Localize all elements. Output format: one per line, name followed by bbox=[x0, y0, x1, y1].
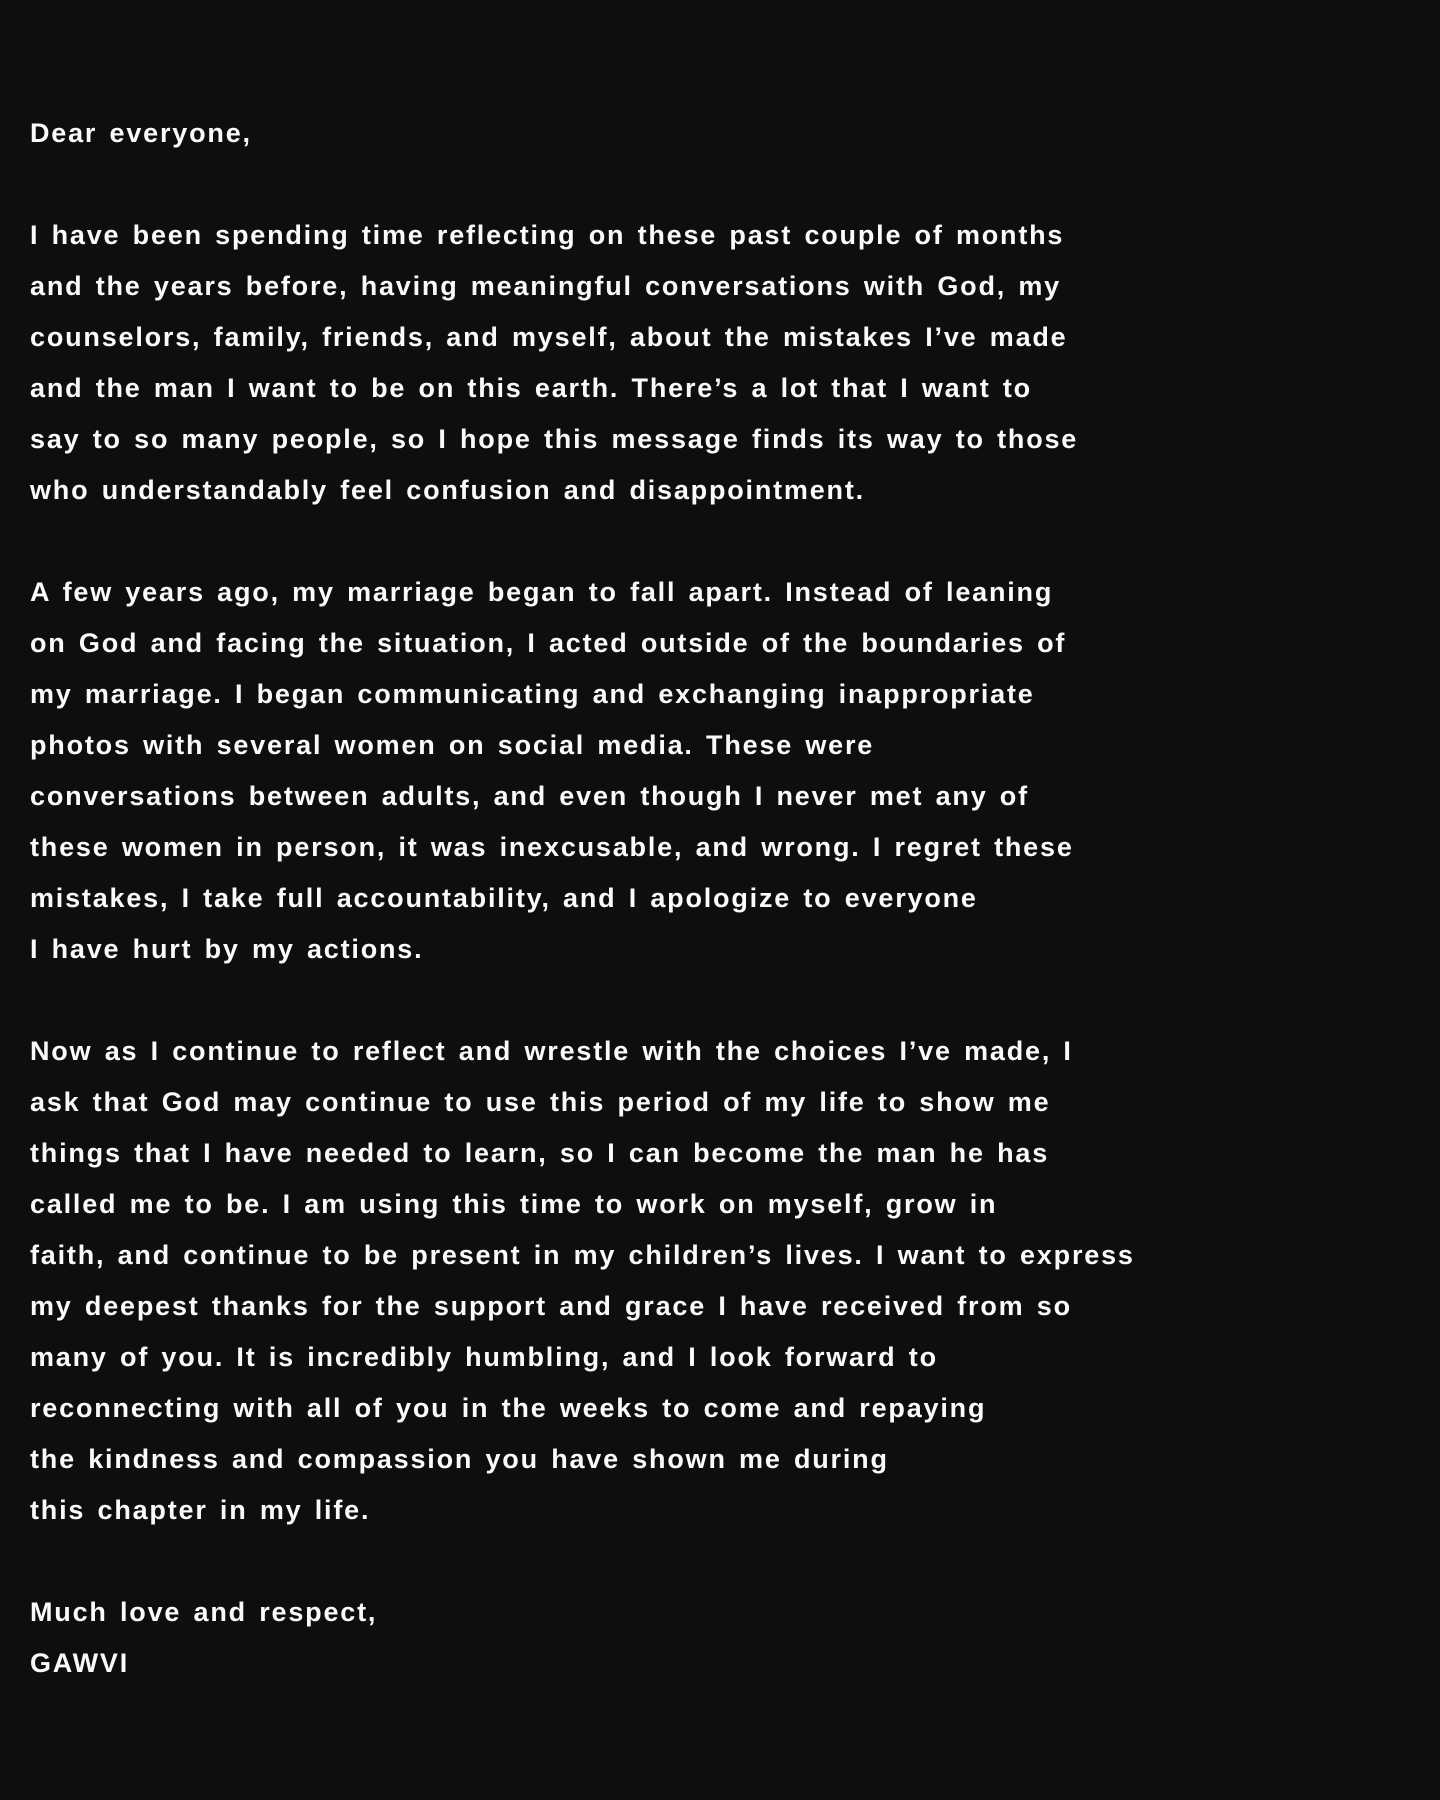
letter-line: this chapter in my life. bbox=[30, 1495, 371, 1525]
letter-line: and the man I want to be on this earth. There’s a lot that I want to bbox=[30, 373, 1032, 403]
letter-line: ask that God may continue to use this period of my life to show me bbox=[30, 1087, 1051, 1117]
letter-line: counselors, family, friends, and myself, about the mistakes I’ve made bbox=[30, 322, 1068, 352]
letter-line: my deepest thanks for the support and grace I have received from so bbox=[30, 1291, 1072, 1321]
letter-line: I have hurt by my actions. bbox=[30, 934, 424, 964]
letter-line: the kindness and compassion you have shown me during bbox=[30, 1444, 889, 1474]
closing-block bbox=[30, 1587, 1420, 1689]
paragraph-1 bbox=[30, 210, 1420, 516]
letter-line: faith, and continue to be present in my children’s lives. I want to express bbox=[30, 1240, 1135, 1270]
letter-line: who understandably feel confusion and disappointment. bbox=[30, 475, 865, 505]
letter-line: A few years ago, my marriage began to fall apart. Instead of leaning bbox=[30, 577, 1054, 607]
letter-line: say to so many people, so I hope this message finds its way to those bbox=[30, 424, 1079, 454]
letter-line: I have been spending time reflecting on these past couple of months bbox=[30, 220, 1065, 250]
letter-line: things that I have needed to learn, so I can become the man he has bbox=[30, 1138, 1050, 1168]
letter-line: photos with several women on social media. These were bbox=[30, 730, 875, 760]
letter-line: called me to be. I am using this time to work on myself, grow in bbox=[30, 1189, 998, 1219]
salutation-block bbox=[30, 108, 1420, 159]
paragraph-3 bbox=[30, 1026, 1420, 1536]
paragraph-2 bbox=[30, 567, 1420, 975]
letter-line: mistakes, I take full accountability, and I apologize to everyone bbox=[30, 883, 978, 913]
closing-line: Much love and respect, bbox=[30, 1597, 378, 1627]
letter-line: these women in person, it was inexcusable, and wrong. I regret these bbox=[30, 832, 1074, 862]
letter-line: my marriage. I began communicating and exchanging inappropriate bbox=[30, 679, 1035, 709]
letter-line: Now as I continue to reflect and wrestle with the choices I’ve made, I bbox=[30, 1036, 1073, 1066]
letter-line: many of you. It is incredibly humbling, and I look forward to bbox=[30, 1342, 938, 1372]
letter-line: conversations between adults, and even though I never met any of bbox=[30, 781, 1029, 811]
signature-name: GAWVI bbox=[30, 1648, 130, 1678]
salutation: Dear everyone, bbox=[30, 118, 252, 148]
letter-line: and the years before, having meaningful conversations with God, my bbox=[30, 271, 1061, 301]
letter-line: on God and facing the situation, I acted outside of the boundaries of bbox=[30, 628, 1067, 658]
letter-line: reconnecting with all of you in the weeks to come and repaying bbox=[30, 1393, 987, 1423]
